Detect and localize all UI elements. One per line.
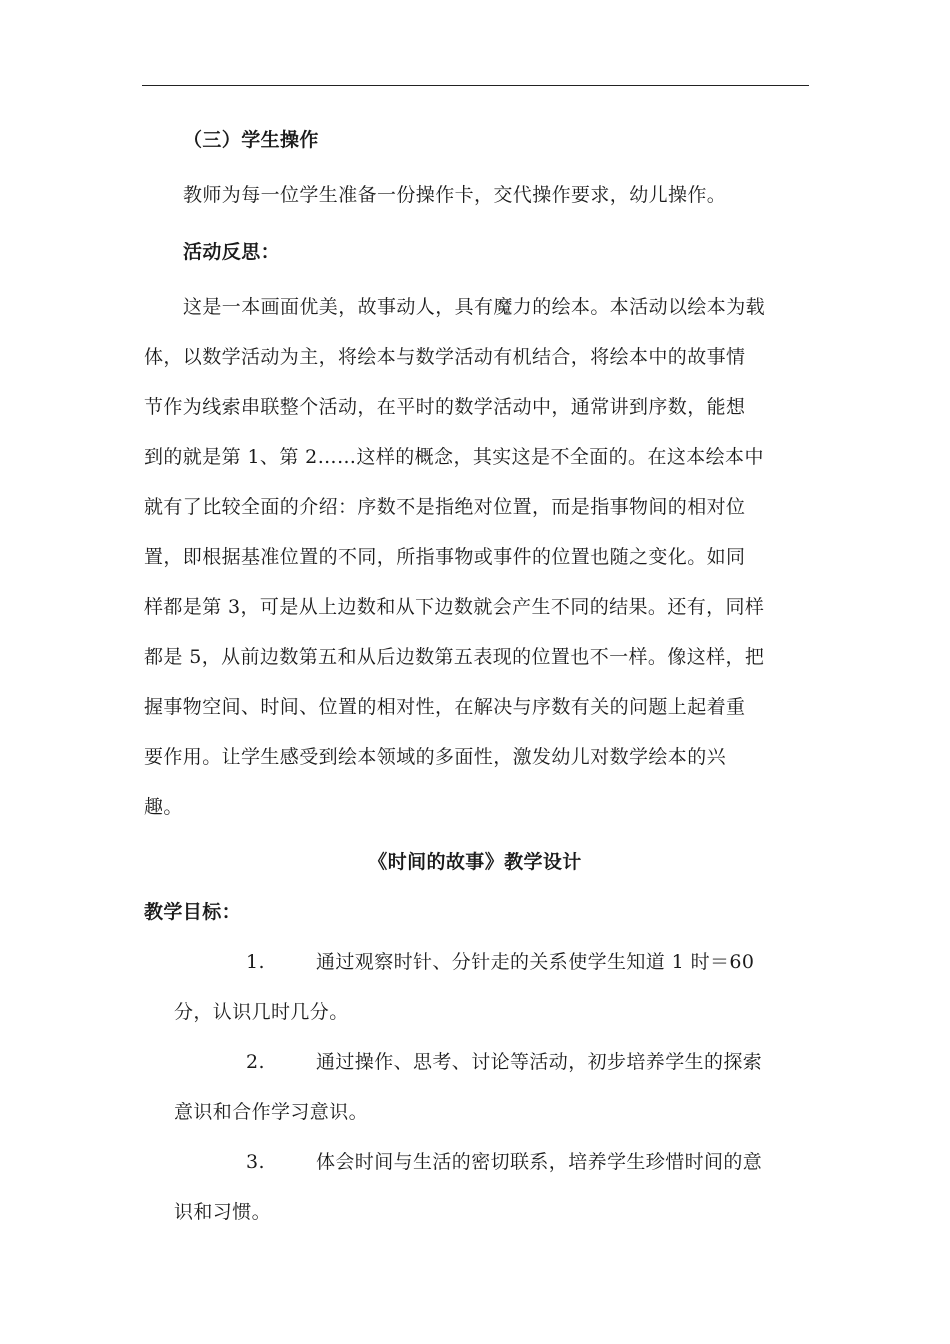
objective-number: 1. <box>246 951 265 973</box>
objective-number: 2. <box>246 1051 265 1073</box>
reflection-line: 这是一本画面优美，故事动人，具有魔力的绘本。本活动以绘本为载 <box>183 296 766 318</box>
objective-text: 体会时间与生活的密切联系，培养学生珍惜时间的意 <box>316 1151 763 1173</box>
objective-text: 识和习惯。 <box>174 1201 272 1223</box>
reflection-line: 到的就是第 1、第 2……这样的概念，其实这是不全面的。在这本绘本中 <box>144 446 764 468</box>
reflection-line: 要作用。让学生感受到绘本领域的多面性，激发幼儿对数学绘本的兴 <box>144 746 727 768</box>
reflection-line: 体，以数学活动为主，将绘本与数学活动有机结合，将绘本中的故事情 <box>144 346 746 368</box>
reflection-line: 就有了比较全面的介绍：序数不是指绝对位置，而是指事物间的相对位 <box>144 496 746 518</box>
objective-text: 意识和合作学习意识。 <box>174 1101 369 1123</box>
paragraph: 教师为每一位学生准备一份操作卡，交代操作要求，幼儿操作。 <box>183 184 727 206</box>
objective-text: 分，认识几时几分。 <box>174 1001 349 1023</box>
objective-text: 通过操作、思考、讨论等活动，初步培养学生的探索 <box>316 1051 763 1073</box>
document-title: 《时间的故事》教学设计 <box>368 851 582 873</box>
reflection-heading: 活动反思： <box>183 241 281 263</box>
reflection-line: 趣。 <box>144 796 183 818</box>
reflection-line: 置，即根据基准位置的不同，所指事物或事件的位置也随之变化。如同 <box>144 546 746 568</box>
header-rule <box>142 85 809 86</box>
objectives-heading: 教学目标： <box>144 901 242 923</box>
objective-number: 3. <box>246 1151 265 1173</box>
section-heading: （三）学生操作 <box>183 129 319 151</box>
reflection-line: 节作为线索串联整个活动，在平时的数学活动中，通常讲到序数，能想 <box>144 396 746 418</box>
reflection-line: 都是 5，从前边数第五和从后边数第五表现的位置也不一样。像这样，把 <box>144 646 765 668</box>
reflection-line: 样都是第 3，可是从上边数和从下边数就会产生不同的结果。还有，同样 <box>144 596 765 618</box>
reflection-line: 握事物空间、时间、位置的相对性，在解决与序数有关的问题上起着重 <box>144 696 746 718</box>
objective-text: 通过观察时针、分针走的关系使学生知道 1 时＝60 <box>316 951 755 973</box>
